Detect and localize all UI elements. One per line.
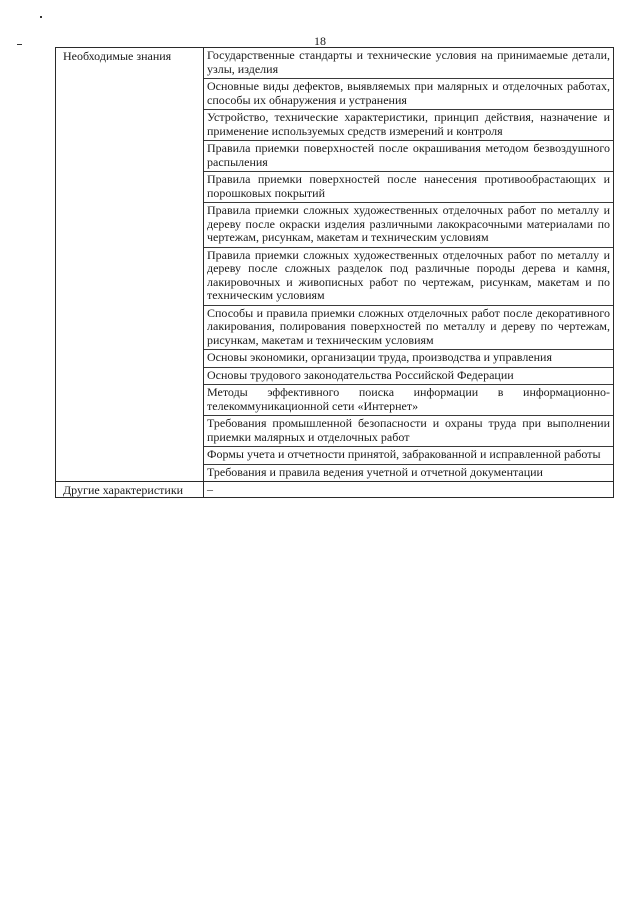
scan-mark	[17, 44, 22, 45]
scan-mark	[40, 16, 42, 18]
list-item: Устройство, технические характеристики, принцип действия, назначение и применение используемых средств измерений и контроля	[204, 110, 613, 141]
row-label-other: Другие характеристики	[56, 482, 204, 498]
list-item: Требования и правила ведения учетной и отчетной документации	[207, 464, 543, 479]
list-item: Правила приемки поверхностей после нанесения противообрастающих и порошковых покрытий	[204, 172, 613, 203]
list-item: Способы и правила приемки сложных отделочных работ после декоративного лакирования, полирования поверхностей по металлу и дереву по чертежам, рисункам, макетам и техническим условиям	[204, 306, 613, 351]
list-item: Основы экономики, организации труда, производства и управления	[204, 350, 613, 368]
list-item: Правила приемки сложных художественных отделочных работ по металлу и дереву после сложных разделок под различные породы дерева и камня, лакировочных и живописных работ по чертежам, рисункам, макетам и по техническим условиям	[204, 248, 613, 306]
list-item: Методы эффективного поиска информации в информационно-телекоммуникационной сети «Интернет»	[204, 385, 613, 416]
row-value-other: –	[204, 482, 614, 498]
knowledge-list	[204, 48, 614, 482]
row-label-knowledge: Необходимые знания	[56, 48, 204, 482]
list-item: Основы трудового законодательства Российской Федерации	[204, 368, 613, 386]
list-item: Правила приемки поверхностей после окрашивания методом безвоздушного распыления	[204, 141, 613, 172]
requirements-table	[55, 47, 614, 498]
table-row	[56, 48, 614, 482]
page-number: 18	[314, 34, 326, 48]
list-item: Формы учета и отчетности принятой, забракованной и исправленной работы	[204, 447, 613, 465]
list-item: Требования промышленной безопасности и охраны труда при выполнении приемки малярных и отделочных работ	[204, 416, 613, 447]
list-item: Государственные стандарты и технические условия на принимаемые детали, узлы, изделия	[204, 48, 613, 79]
list-item: Правила приемки сложных художественных отделочных работ по металлу и дереву после окраски изделия различными лакокрасочными материалами по чертежам, рисункам, макетам и техническим условиям	[204, 203, 613, 248]
table-row	[56, 482, 614, 498]
list-item: Основные виды дефектов, выявляемых при малярных и отделочных работах, способы их обнаружения и устранения	[204, 79, 613, 110]
